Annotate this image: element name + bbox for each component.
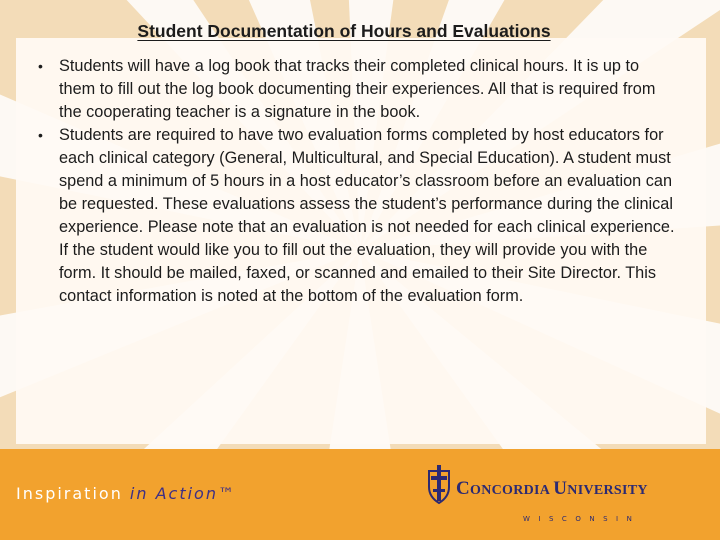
logo-word: ONCORDIA <box>470 483 554 498</box>
logo-wordmark <box>456 478 648 500</box>
logo-letter: U <box>553 478 568 499</box>
footer-bar <box>0 449 720 540</box>
tagline <box>16 484 236 503</box>
logo-letter: C <box>456 478 471 499</box>
concordia-logo <box>426 465 696 535</box>
bullet-item: • Students are required to have two evaluation forms completed by host educators for each clinical category (General, Multicultural, and Special Education). A student must spend a minimum of 5 hours in a host educator’s classroom before an evaluation can be requested. These evaluations assess the student’s performance during the clinical experience. Please note that an evaluation is not needed for each clinical experience. If the student would like you to fill out the evaluation, they will provide you with the form. It should be mailed, faxed, or scanned and emailed to their Site Director. This contact information is noted at the bottom of the evaluation form. <box>38 124 678 308</box>
slide-title: Student Documentation of Hours and Evaluations <box>137 21 551 41</box>
logo-subtitle: WISCONSIN <box>523 515 641 523</box>
tagline-accent: in Action™ <box>129 484 236 503</box>
cross-shield-icon <box>426 465 452 505</box>
bullet-list <box>38 55 678 308</box>
tagline-main: Inspiration <box>16 484 130 503</box>
logo-word: NIVERSITY <box>567 483 648 498</box>
bullet-item: • Students will have a log book that tracks their completed clinical hours. It is up to them to fill out the log book documenting their experiences. All that is required from the cooperating teacher is a signature in the book. <box>38 55 678 124</box>
